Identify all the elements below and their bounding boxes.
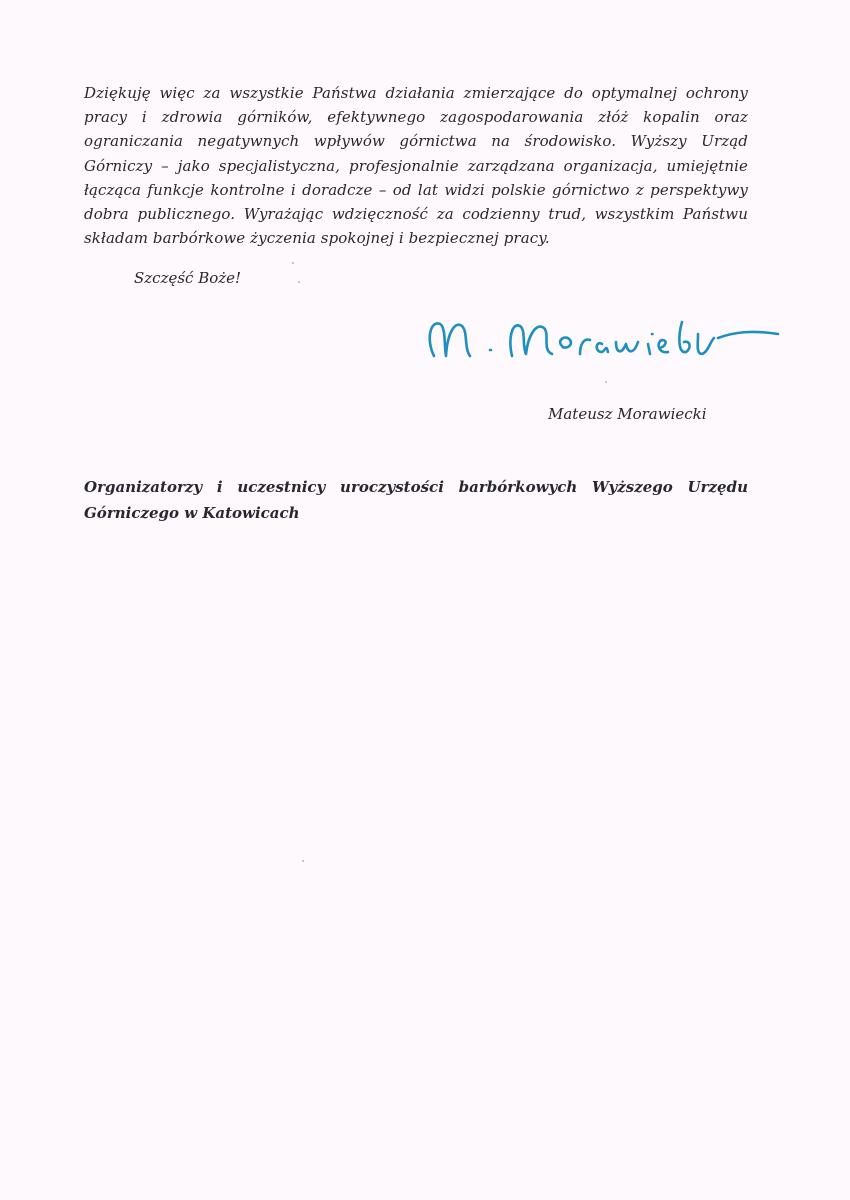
addressee-line: Organizatorzy i uczestnicy uroczystości barbórkowych Wyższego Urzędu Górniczego w Katowicach [84,478,748,522]
paper-speck [298,281,300,283]
handwritten-signature [416,300,796,380]
letter-body-paragraph: Dziękuję więc za wszystkie Państwa działania zmierzające do optymalnej ochrony pracy i zdrowia górników, efektywnego zagospodarowania złóż kopalin oraz ograniczania negatywnych wpływów górnictwa na środowisko. Wyższy Urząd Górniczy – jako specjalistyczna, profesjonalnie zarządzana organizacja, umiejętnie łącząca funkcje kontrolne i doradcze – od lat widzi polskie górnictwo z perspektywy dobra publicznego. Wyrażając wdzięczność za codzienny trud, wszystkim Państwu składam barbórkowe życzenia spokojnej i bezpiecznej pracy. [84,84,748,248]
paper-speck [302,860,304,862]
paper-speck [292,262,294,264]
signature-drawing [416,300,796,380]
signer-name: Mateusz Morawiecki [548,405,707,423]
paper-speck [605,381,607,383]
closing-greeting: Szczęść Boże! [134,269,242,287]
